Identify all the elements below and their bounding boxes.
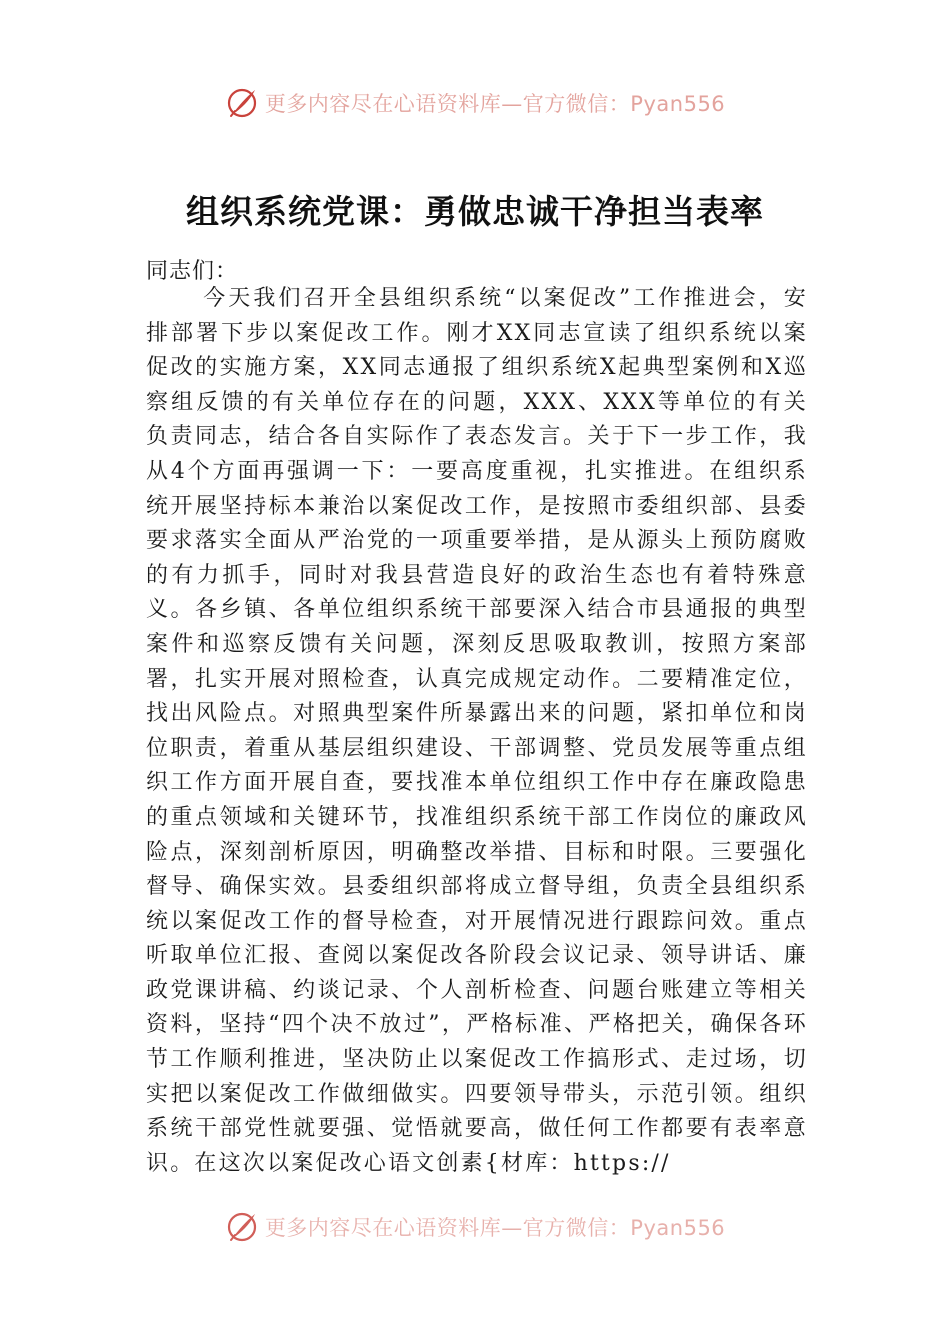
watermark-text: 更多内容尽在心语资料库—官方微信：Pyan556	[264, 92, 726, 116]
pen-feather-logo	[225, 1210, 259, 1244]
body-paragraph: 今天我们召开全县组织系统“以案促改”工作推进会，安排部署下步以案促改工作。刚才XX同志宣读了组织系统以案促改的实施方案，XX同志通报了组织系统X起典型案例和X巡察组反馈的有关单位存在的问题，XXX、XXX等单位的有关负责同志，结合各自实际作了表态发言。关于下一步工作，我从4个方面再强调一下：一要高度重视，扎实推进。在组织系统开展坚持标本兼治以案促改工作，是按照市委组织部、县委要求落实全面从严治党的一项重要举措，是从源头上预防腐败的有力抓手，同时对我县营造良好的政治生态也有着特殊意义。各乡镇、各单位组织系统干部要深入结合市县通报的典型案件和巡察反馈有关问题，深刻反思吸取教训，按照方案部署，扎实开展对照检查，认真完成规定动作。二要精准定位，找出风险点。对照典型案件所暴露出来的问题，紧扣单位和岗位职责，着重从基层组织建设、干部调整、党员发展等重点组织工作方面开展自查，要找准本单位组织工作中存在廉政隐患的重点领域和关键环节，找准组织系统干部工作岗位的廉政风险点，深刻剖析原因，明确整改举措、目标和时限。三要强化督导、确保实效。县委组织部将成立督导组，负责全县组织系统以案促改工作的督导检查，对开展情况进行跟踪问效。重点听取单位汇报、查阅以案促改各阶段会议记录、领导讲话、廉政党课讲稿、约谈记录、个人剖析检查、问题台账建立等相关资料，坚持“四个决不放过”，严格标准、严格把关，确保各环节工作顺利推进，坚决防止以案促改工作搞形式、走过场，切实把以案促改工作做细做实。四要领导带头，示范引领。组织系统干部党性就要强、觉悟就要高，做任何工作都要有表率意识。在这次以案促改心语文创素{材库：https://	[146, 286, 808, 1176]
watermark-header	[0, 86, 950, 120]
salutation: 同志们：	[146, 259, 239, 284]
watermark-text: 更多内容尽在心语资料库—官方微信：Pyan556	[264, 1216, 726, 1240]
watermark-footer	[0, 1210, 950, 1244]
document-title: 组织系统党课：勇做忠诚干净担当表率	[186, 192, 764, 231]
pen-feather-logo	[225, 86, 259, 120]
